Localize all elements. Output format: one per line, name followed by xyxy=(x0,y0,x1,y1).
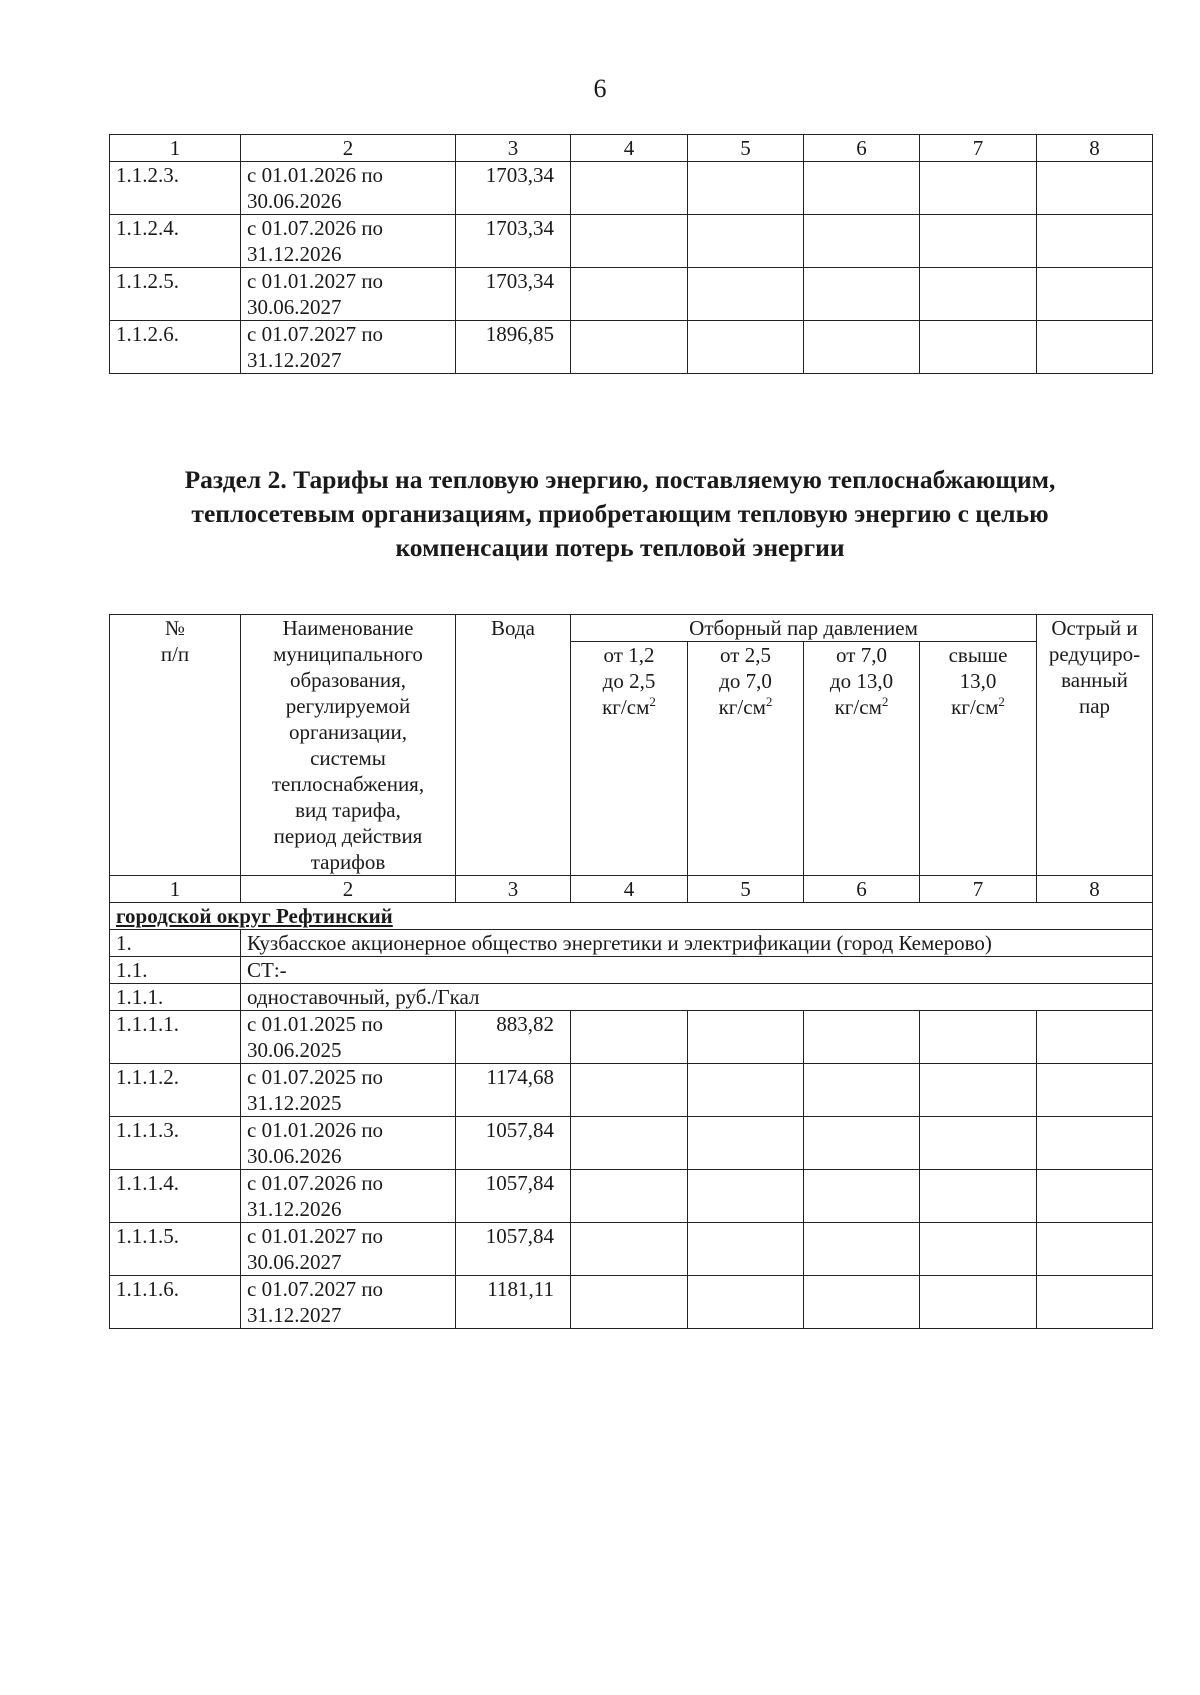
empty-cell xyxy=(804,1223,920,1276)
period-start: с 01.07.2027 по xyxy=(247,1277,384,1301)
period-start: с 01.07.2027 по xyxy=(247,322,384,346)
table-row xyxy=(110,1276,1153,1329)
row-num: 1.1.1.6. xyxy=(110,1276,241,1329)
column-number: 3 xyxy=(456,135,571,162)
empty-cell xyxy=(571,321,688,374)
org-num: 1. xyxy=(110,930,241,957)
pressure-line: свыше xyxy=(948,643,1008,667)
header-name-line: вид тарифа, xyxy=(295,798,401,822)
empty-cell xyxy=(804,1011,920,1064)
empty-cell xyxy=(920,1011,1037,1064)
column-number: 6 xyxy=(804,135,920,162)
region-name: городской округ Рефтинский xyxy=(110,903,1153,930)
water-tariff: 883,82 xyxy=(456,1011,571,1064)
header-name-line: системы xyxy=(310,746,386,770)
header-name-line: тарифов xyxy=(310,850,386,874)
water-tariff: 1174,68 xyxy=(456,1064,571,1117)
system-num: 1.1. xyxy=(110,957,241,984)
column-number: 5 xyxy=(688,135,804,162)
column-number: 5 xyxy=(688,876,804,903)
table-row xyxy=(110,268,1153,321)
period-start: с 01.01.2025 по xyxy=(247,1012,384,1036)
empty-cell xyxy=(920,1117,1037,1170)
period-end: 31.12.2027 xyxy=(247,1303,342,1327)
pressure-unit: $кг/см^2$ xyxy=(718,694,773,719)
empty-cell xyxy=(571,1011,688,1064)
period-start: с 01.07.2025 по xyxy=(247,1065,384,1089)
region-row xyxy=(110,903,1153,930)
header-num xyxy=(110,615,241,876)
header-steam-group: Отборный пар давлением xyxy=(571,615,1037,642)
pressure-unit: $кг/см^2$ xyxy=(602,694,656,719)
empty-cell xyxy=(804,1117,920,1170)
pressure-line: 13,0 xyxy=(959,669,997,693)
empty-cell xyxy=(920,1223,1037,1276)
empty-cell xyxy=(1037,162,1153,215)
row-period xyxy=(241,321,456,374)
water-tariff: 1057,84 xyxy=(456,1117,571,1170)
header-pressure-1 xyxy=(571,642,688,876)
column-number: 4 xyxy=(571,135,688,162)
header-pressure-3 xyxy=(804,642,920,876)
section-title xyxy=(140,463,1100,565)
tariff-type-row xyxy=(110,984,1153,1011)
tariff-table xyxy=(109,614,1153,1329)
empty-cell xyxy=(1037,215,1153,268)
table-row xyxy=(110,1117,1153,1170)
section-title-line: компенсации потерь тепловой энергии xyxy=(395,533,845,562)
tariff-type-name: одноставочный, руб./Гкал xyxy=(241,984,1153,1011)
header-sharp-line: Острый и xyxy=(1051,616,1138,640)
row-num: 1.1.2.5. xyxy=(110,268,241,321)
org-name: Кузбасское акционерное общество энергетики и электрификации (город Кемерово) xyxy=(241,930,1153,957)
period-start: с 01.01.2026 по xyxy=(247,1118,384,1142)
column-number: 3 xyxy=(456,876,571,903)
header-num-line: № xyxy=(164,616,186,640)
empty-cell xyxy=(804,162,920,215)
period-start: с 01.01.2026 по xyxy=(247,163,384,187)
pressure-unit: $кг/см^2$ xyxy=(951,694,1005,719)
period-end: 30.06.2026 xyxy=(247,189,342,213)
water-tariff: 1057,84 xyxy=(456,1170,571,1223)
section-title-line: Раздел 2. Тарифы на тепловую энергию, поставляемую теплоснабжающим, xyxy=(184,465,1056,494)
header-pressure-4 xyxy=(920,642,1037,876)
header-row xyxy=(110,615,1153,642)
empty-cell xyxy=(571,162,688,215)
header-name xyxy=(241,615,456,876)
row-num: 1.1.2.3. xyxy=(110,162,241,215)
empty-cell xyxy=(571,1276,688,1329)
row-num: 1.1.2.6. xyxy=(110,321,241,374)
page-number: 6 xyxy=(593,74,607,103)
empty-cell xyxy=(804,1276,920,1329)
row-num: 1.1.1.1. xyxy=(110,1011,241,1064)
water-tariff: 1703,34 xyxy=(456,162,571,215)
empty-cell xyxy=(804,321,920,374)
empty-cell xyxy=(688,1064,804,1117)
column-number: 1 xyxy=(110,135,241,162)
empty-cell xyxy=(571,268,688,321)
empty-cell xyxy=(688,162,804,215)
empty-cell xyxy=(1037,268,1153,321)
system-row xyxy=(110,957,1153,984)
row-period xyxy=(241,1117,456,1170)
water-tariff: 1057,84 xyxy=(456,1223,571,1276)
row-num: 1.1.1.3. xyxy=(110,1117,241,1170)
column-number: 4 xyxy=(571,876,688,903)
header-name-line: организации, xyxy=(289,720,407,744)
period-end: 31.12.2026 xyxy=(247,242,342,266)
column-number: 6 xyxy=(804,876,920,903)
empty-cell xyxy=(688,1223,804,1276)
empty-cell xyxy=(920,1064,1037,1117)
system-name: СТ:- xyxy=(241,957,1153,984)
water-tariff: 1181,11 xyxy=(456,1276,571,1329)
column-number: 1 xyxy=(110,876,241,903)
empty-cell xyxy=(571,1117,688,1170)
empty-cell xyxy=(571,215,688,268)
period-end: 30.06.2027 xyxy=(247,295,342,319)
empty-cell xyxy=(920,1170,1037,1223)
org-row xyxy=(110,930,1153,957)
empty-cell xyxy=(688,1011,804,1064)
column-number: 8 xyxy=(1037,135,1153,162)
table-row xyxy=(110,321,1153,374)
empty-cell xyxy=(1037,1117,1153,1170)
section-title-line: теплосетевым организациям, приобретающим тепловую энергию с целью xyxy=(191,499,1049,528)
empty-cell xyxy=(1037,1223,1153,1276)
pressure-line: до 2,5 xyxy=(602,669,656,693)
row-num: 1.1.1.2. xyxy=(110,1064,241,1117)
pressure-line: от 7,0 xyxy=(836,643,887,667)
empty-cell xyxy=(804,1064,920,1117)
row-period xyxy=(241,162,456,215)
column-number: 2 xyxy=(241,135,456,162)
column-number-row xyxy=(110,135,1153,162)
continuation-table xyxy=(109,134,1153,374)
header-sharp-line: редуциро- xyxy=(1048,642,1141,666)
table-row xyxy=(110,1064,1153,1117)
table-row xyxy=(110,1011,1153,1064)
empty-cell xyxy=(571,1064,688,1117)
period-end: 31.12.2027 xyxy=(247,348,342,372)
column-number: 7 xyxy=(920,876,1037,903)
period-end: 31.12.2025 xyxy=(247,1091,342,1115)
header-name-line: период действия xyxy=(273,824,423,848)
water-tariff: 1703,34 xyxy=(456,268,571,321)
row-num: 1.1.1.5. xyxy=(110,1223,241,1276)
row-period xyxy=(241,215,456,268)
row-period xyxy=(241,268,456,321)
header-pressure-2 xyxy=(688,642,804,876)
header-sharp-steam xyxy=(1037,615,1153,876)
empty-cell xyxy=(920,321,1037,374)
period-start: с 01.01.2027 по xyxy=(247,1224,384,1248)
empty-cell xyxy=(688,1117,804,1170)
empty-cell xyxy=(688,268,804,321)
column-number-row xyxy=(110,876,1153,903)
header-name-line: регулируемой xyxy=(285,694,411,718)
empty-cell xyxy=(804,268,920,321)
row-period xyxy=(241,1011,456,1064)
empty-cell xyxy=(1037,1170,1153,1223)
empty-cell xyxy=(571,1170,688,1223)
empty-cell xyxy=(920,268,1037,321)
empty-cell xyxy=(920,215,1037,268)
row-period xyxy=(241,1276,456,1329)
period-end: 30.06.2027 xyxy=(247,1250,342,1274)
column-number: 8 xyxy=(1037,876,1153,903)
table-row xyxy=(110,1170,1153,1223)
empty-cell xyxy=(688,321,804,374)
header-name-line: муниципального xyxy=(273,642,423,666)
empty-cell xyxy=(920,162,1037,215)
table-row xyxy=(110,215,1153,268)
empty-cell xyxy=(571,1223,688,1276)
pressure-line: от 1,2 xyxy=(603,643,655,667)
pressure-line: до 7,0 xyxy=(719,669,772,693)
row-period xyxy=(241,1170,456,1223)
empty-cell xyxy=(1037,1011,1153,1064)
row-period xyxy=(241,1064,456,1117)
period-end: 31.12.2026 xyxy=(247,1197,342,1221)
empty-cell xyxy=(688,215,804,268)
empty-cell xyxy=(804,215,920,268)
header-name-line: образования, xyxy=(289,668,407,692)
period-start: с 01.07.2026 по xyxy=(247,216,384,240)
empty-cell xyxy=(920,1276,1037,1329)
table-row xyxy=(110,162,1153,215)
header-water: Вода xyxy=(456,615,571,876)
header-name-line: теплоснабжения, xyxy=(271,772,425,796)
row-period xyxy=(241,1223,456,1276)
row-num: 1.1.2.4. xyxy=(110,215,241,268)
period-start: с 01.07.2026 по xyxy=(247,1171,384,1195)
header-sharp-line: пар xyxy=(1078,694,1111,718)
column-number: 2 xyxy=(241,876,456,903)
table-row xyxy=(110,1223,1153,1276)
empty-cell xyxy=(688,1276,804,1329)
pressure-unit: $кг/см^2$ xyxy=(834,694,889,719)
pressure-line: от 2,5 xyxy=(720,643,771,667)
period-start: с 01.01.2027 по xyxy=(247,269,384,293)
water-tariff: 1703,34 xyxy=(456,215,571,268)
period-end: 30.06.2026 xyxy=(247,1144,342,1168)
empty-cell xyxy=(804,1170,920,1223)
empty-cell xyxy=(1037,1064,1153,1117)
period-end: 30.06.2025 xyxy=(247,1038,342,1062)
row-num: 1.1.1.4. xyxy=(110,1170,241,1223)
empty-cell xyxy=(1037,1276,1153,1329)
header-num-line: п/п xyxy=(160,642,190,666)
tariff-type-num: 1.1.1. xyxy=(110,984,241,1011)
header-sharp-line: ванный xyxy=(1061,668,1128,692)
pressure-line: до 13,0 xyxy=(829,669,894,693)
column-number: 7 xyxy=(920,135,1037,162)
empty-cell xyxy=(688,1170,804,1223)
water-tariff: 1896,85 xyxy=(456,321,571,374)
empty-cell xyxy=(1037,321,1153,374)
header-name-line: Наименование xyxy=(282,616,414,640)
